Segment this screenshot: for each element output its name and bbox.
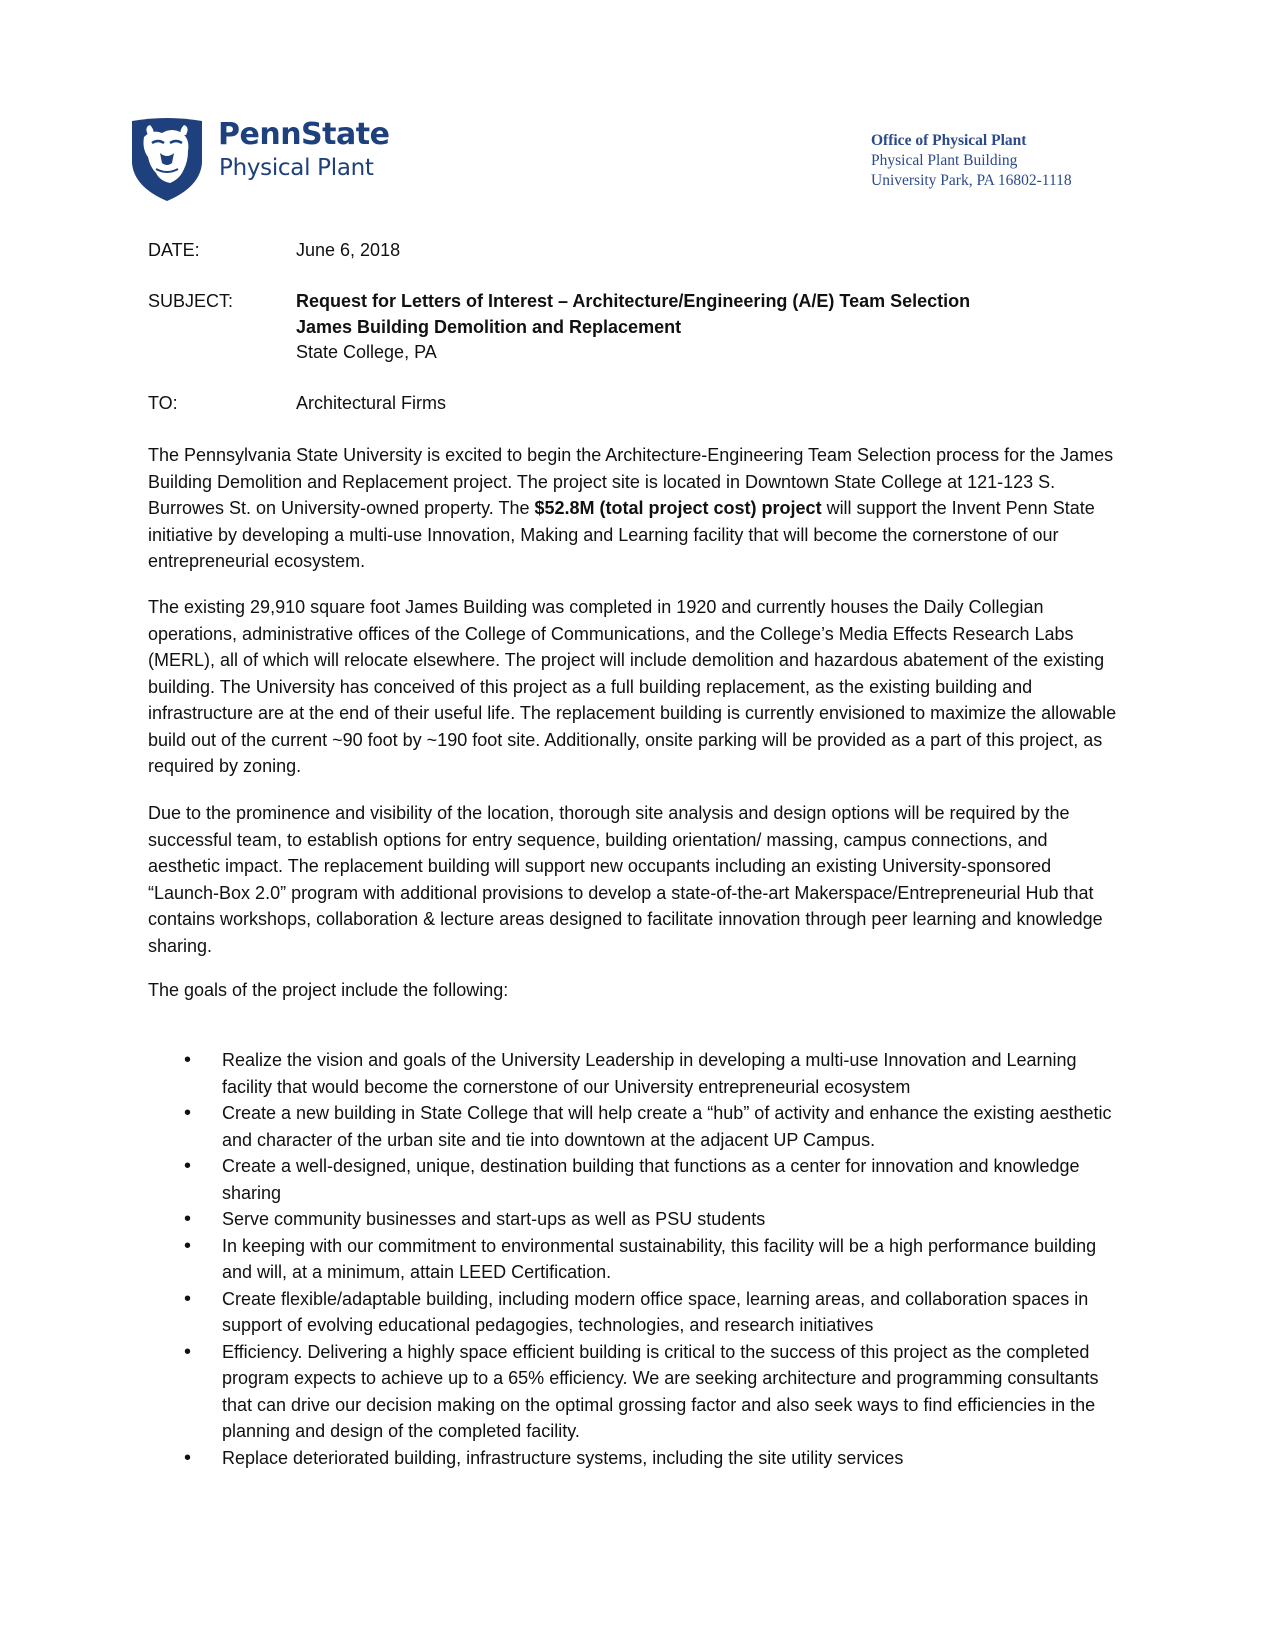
paragraph-site-analysis <box>148 800 1118 959</box>
subject-line-1: Request for Letters of Interest – Architecture/Engineering (A/E) Team Selection <box>296 291 971 311</box>
subject-label: SUBJECT: <box>148 291 234 311</box>
office-title: Office of Physical Plant <box>871 132 1027 149</box>
office-building: Physical Plant Building <box>871 152 1018 169</box>
goal-item: • Create a new building in State College that will help create a “hub” of activity and enhance the existing aesthetic and character of the urban site and tie into downtown at the adjacent UP Campus. <box>148 1100 1123 1153</box>
project-cost-highlight: $52.8M (total project cost) project <box>534 498 822 518</box>
goal-item: • In keeping with our commitment to environmental sustainability, this facility will be a high performance building and will, at a minimum, attain LEED Certification. <box>148 1233 1123 1286</box>
to-label: TO: <box>148 393 178 413</box>
goal-item: • Serve community businesses and start-ups as well as PSU students <box>148 1206 1123 1233</box>
goal-item: • Create a well-designed, unique, destination building that functions as a center for innovation and knowledge sharing <box>148 1153 1123 1206</box>
nittany-lion-shield-icon <box>130 117 204 201</box>
paragraph-intro <box>148 442 1118 575</box>
goal-item: • Efficiency. Delivering a highly space efficient building is critical to the success of this project as the completed program expects to achieve up to a 65% efficiency. We are seeking architecture and programming consultants that can drive our decision making on the optimal grossing factor and also seek ways to find efficiencies in the planning and design of the completed facility. <box>148 1339 1123 1445</box>
logo-wordmark: PennState <box>218 117 390 152</box>
intro-text-b: will support the Invent Penn State initiative by developing a multi-use Innovation, Making and Learning facility that will become the cornerstone of our entrepreneurial ecosystem. <box>148 498 1095 571</box>
goal-item: • Realize the vision and goals of the University Leadership in developing a multi-use Innovation and Learning facility that would become the cornerstone of our University entrepreneurial ecosystem <box>148 1047 1123 1100</box>
to-value: Architectural Firms <box>296 393 447 413</box>
goal-item: • Replace deteriorated building, infrastructure systems, including the site utility services <box>148 1445 1123 1472</box>
date-value: June 6, 2018 <box>296 240 401 260</box>
paragraph-existing-building <box>148 594 1118 780</box>
office-city: University Park, PA 16802-1118 <box>871 172 1072 189</box>
subject-line-2: James Building Demolition and Replacement <box>296 317 682 337</box>
office-address <box>871 131 1072 191</box>
goal-item: • Create flexible/adaptable building, including modern office space, learning areas, and collaboration spaces in support of evolving educational pedagogies, technologies, and research initiatives <box>148 1286 1123 1339</box>
pennstate-logo <box>130 117 400 201</box>
logo-subtitle: Physical Plant <box>219 155 374 181</box>
paragraph-goals-intro <box>148 977 1118 1004</box>
goals-list <box>148 1047 1123 1471</box>
subject-line-3: State College, PA <box>296 342 437 362</box>
goals-intro-text: The goals of the project include the following: <box>148 980 509 1000</box>
intro-text-a: The Pennsylvania State University is excited to begin the Architecture-Engineering Team Selection process for the James Building Demolition and Replacement project. The project site is located in Downtown State College at 121-123 S. Burrowes St. on University-owned property. The <box>148 445 1114 518</box>
existing-building-text: The existing 29,910 square foot James Building was completed in 1920 and currently houses the Daily Collegian operations, administrative offices of the College of Communications, and the College’s Media Effects Research Labs (MERL), all of which will relocate elsewhere. The project will include demolition and hazardous abatement of the existing building. The University has conceived of this project as a full building replacement, as the existing building and infrastructure are at the end of their useful life. The replacement building is currently envisioned to maximize the allowable build out of the current ~90 foot by ~190 foot site. Additionally, onsite parking will be provided as a part of this project, as required by zoning. <box>148 597 1117 776</box>
site-analysis-text: Due to the prominence and visibility of the location, thorough site analysis and design options will be required by the successful team, to establish options for entry sequence, building orientation/ massing, campus connections, and aesthetic impact. The replacement building will support new occupants including an existing University-sponsored “Launch-Box 2.0” program with additional provisions to develop a state-of-the-art Makerspace/Entrepreneurial Hub that contains workshops, collaboration & lecture areas designed to facilitate innovation through peer learning and knowledge sharing. <box>148 803 1103 956</box>
date-label: DATE: <box>148 240 200 260</box>
